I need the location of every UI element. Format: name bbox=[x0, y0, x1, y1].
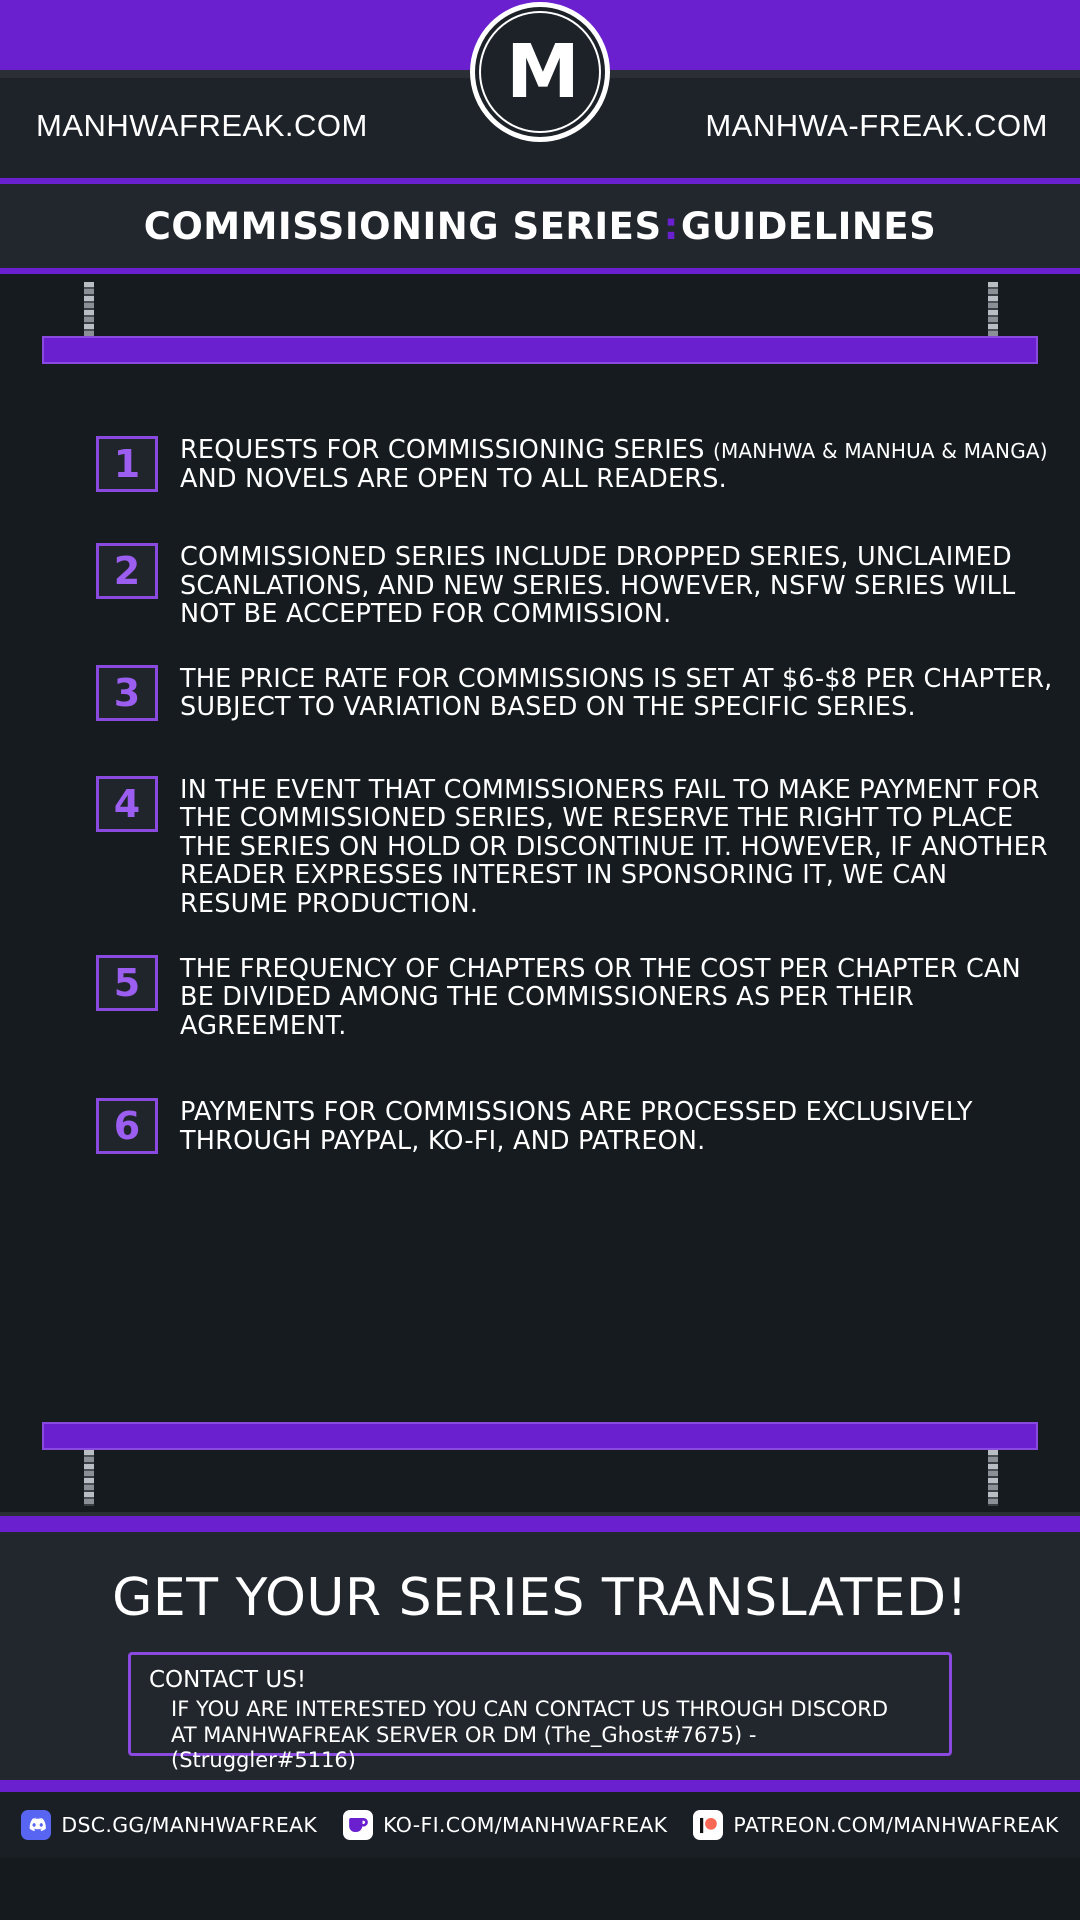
rule-text bbox=[180, 434, 1056, 493]
rule-number: 2 bbox=[96, 543, 158, 599]
footer-separator bbox=[0, 1512, 1080, 1532]
page-title bbox=[144, 205, 937, 248]
title-banner bbox=[0, 178, 1080, 274]
contact-heading: CONTACT US! bbox=[149, 1667, 307, 1693]
footer-link-label: PATREON.COM/MANHWAFREAK bbox=[733, 1813, 1059, 1837]
contact-line-1: IF YOU ARE INTERESTED YOU CAN CONTACT US THROUGH DISCORD bbox=[171, 1697, 889, 1721]
rule-text: IN THE EVENT THAT COMMISSIONERS FAIL TO MAKE PAYMENT FOR THE COMMISSIONED SERIES, WE RESERVE THE RIGHT TO PLACE THE SERIES ON HOLD OR DISCONTINUE IT. HOWEVER, IF ANOTHER READER EXPRESSES INTEREST IN SPONSORING IT, WE CAN RESUME PRODUCTION. bbox=[180, 774, 1048, 920]
rule-number: 1 bbox=[96, 436, 158, 492]
rule-number: 6 bbox=[96, 1098, 158, 1154]
rule-number: 4 bbox=[96, 776, 158, 832]
footer-link-kofi[interactable] bbox=[343, 1810, 667, 1840]
rule-text-segment-small: (MANHWA & MANHUA & MANGA) bbox=[712, 439, 1048, 463]
chain-top-left bbox=[84, 282, 94, 338]
rule-item bbox=[96, 1096, 1056, 1155]
logo bbox=[470, 2, 610, 142]
page-title-part1: COMMISSIONING SERIES bbox=[143, 204, 662, 248]
divider-bar-top bbox=[42, 336, 1038, 364]
rules-list bbox=[96, 434, 1056, 1189]
rule-item bbox=[96, 541, 1056, 629]
rule-number: 3 bbox=[96, 665, 158, 721]
footer-link-discord[interactable] bbox=[21, 1810, 317, 1840]
guidelines-body bbox=[0, 274, 1080, 1512]
chain-bottom-right bbox=[988, 1450, 998, 1506]
rule-text: THE FREQUENCY OF CHAPTERS OR THE COST PER CHAPTER CAN BE DIVIDED AMONG THE COMMISSIONERS AS PER THEIR AGREEMENT. bbox=[180, 953, 1021, 1041]
kofi-icon bbox=[343, 1810, 373, 1840]
rule-text-segment: REQUESTS FOR COMMISSIONING SERIES bbox=[180, 435, 713, 465]
rule-text: THE PRICE RATE FOR COMMISSIONS IS SET AT $6-$8 PER CHAPTER, SUBJECT TO VARIATION BASED ON THE SPECIFIC SERIES. bbox=[180, 663, 1053, 723]
contact-line-2: AT MANHWAFREAK SERVER OR DM (The_Ghost#7675) - (Struggler#5116) bbox=[171, 1722, 757, 1773]
footer-links bbox=[0, 1792, 1080, 1858]
cta-section bbox=[0, 1532, 1080, 1780]
rule-text-segment: AND NOVELS ARE OPEN TO ALL READERS. bbox=[180, 463, 727, 494]
footer-link-label: KO-FI.COM/MANHWAFREAK bbox=[383, 1813, 668, 1837]
site-name-right: MANHWA-FREAK.COM bbox=[705, 108, 1048, 143]
rule-text: COMMISSIONED SERIES INCLUDE DROPPED SERIES, UNCLAIMED SCANLATIONS, AND NEW SERIES. HOWEVER, NSFW SERIES WILL NOT BE ACCEPTED FOR COMMISSION. bbox=[180, 542, 1016, 630]
contact-box bbox=[128, 1652, 952, 1773]
cta-title: GET YOUR SERIES TRANSLATED! bbox=[112, 1568, 968, 1628]
chain-top-right bbox=[988, 282, 998, 338]
rule-number: 5 bbox=[96, 955, 158, 1011]
rule-item bbox=[96, 663, 1056, 722]
logo-monogram-icon: M bbox=[506, 29, 574, 115]
rule-item bbox=[96, 434, 1056, 493]
footer-link-patreon[interactable] bbox=[693, 1810, 1058, 1840]
page-title-separator: : bbox=[663, 204, 679, 248]
site-name-left: MANHWAFREAK.COM bbox=[36, 108, 368, 143]
chain-bottom-left bbox=[84, 1450, 94, 1506]
rule-item bbox=[96, 774, 1056, 919]
page-title-part2: GUIDELINES bbox=[680, 204, 937, 248]
discord-icon bbox=[21, 1810, 51, 1840]
footer-link-label: DSC.GG/MANHWAFREAK bbox=[61, 1813, 318, 1837]
patreon-icon bbox=[693, 1810, 723, 1840]
footer-accent-strip bbox=[0, 1780, 1080, 1792]
divider-bar-bottom bbox=[42, 1422, 1038, 1450]
rule-text: PAYMENTS FOR COMMISSIONS ARE PROCESSED EXCLUSIVELY THROUGH PAYPAL, KO-FI, AND PATREON. bbox=[180, 1097, 973, 1156]
rule-item bbox=[96, 953, 1056, 1041]
